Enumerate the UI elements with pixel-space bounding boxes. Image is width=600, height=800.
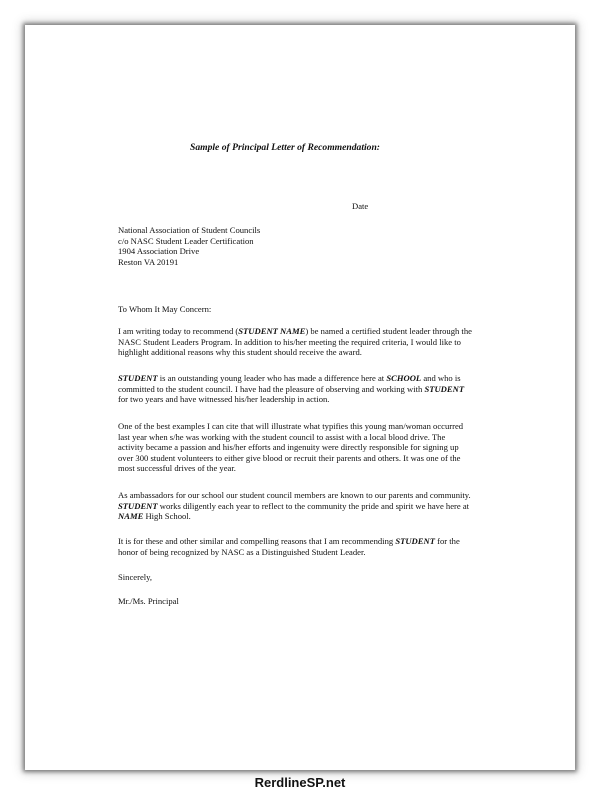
signature: Mr./Ms. Principal: [118, 596, 179, 606]
paragraph-1: [118, 326, 473, 358]
text-run: and who is committed to the student council. I have had the pleasure of observing and working with: [118, 373, 461, 394]
placeholder-student: STUDENT: [118, 500, 158, 511]
watermark: RerdlineSP.net: [254, 775, 346, 790]
placeholder-student-name: STUDENT NAME: [238, 326, 306, 336]
paragraph-5: [118, 536, 473, 557]
recipient-address: [118, 225, 473, 267]
text-run: for two years and have witnessed his/her leadership in action.: [118, 394, 330, 405]
paragraph-2: [118, 373, 473, 405]
text-run: I am writing today to recommend (: [118, 326, 239, 336]
text-run: works diligently each year to reflect to the community the pride and spirit we have here at: [157, 500, 470, 511]
text-run: As ambassadors for our school our student council members are known to our parents and community.: [118, 490, 471, 500]
salutation: To Whom It May Concern:: [118, 304, 212, 314]
placeholder-student: STUDENT: [424, 383, 465, 394]
placeholder-student: STUDENT: [118, 373, 158, 383]
text-run: ) be named a certified student leader through the NASC Student Leaders Program. In addition to his/her meeting the required criteria, I would like to highlight additional reasons why this student should receive the award.: [118, 326, 472, 358]
placeholder-name: NAME: [118, 511, 144, 522]
address-line: 1904 Association Drive: [118, 246, 200, 257]
placeholder-student: STUDENT: [395, 536, 435, 546]
text-run: is an outstanding young leader who has made a difference here at: [157, 373, 387, 383]
address-line: Reston VA 20191: [118, 256, 179, 267]
paragraph-4: [118, 490, 473, 522]
date-label: Date: [352, 201, 369, 211]
text-run: It is for these and other similar and compelling reasons that I am recommending: [118, 536, 396, 546]
text-run: for the honor of being recognized by NASC as a Distinguished Student Leader.: [118, 536, 460, 557]
address-line: National Association of Student Councils: [118, 225, 261, 235]
paragraph-3: One of the best examples I can cite that will illustrate what typifies this young man/woman occurred last year when s/he was working with the student council to assist with a local blood drive. The activity became a passion and his/her efforts and ingenuity were directly responsible for signing up over 300 student volunteers to either give blood or recruit their parents and others. It was one of the most successful drives of the year.: [118, 421, 464, 474]
text-run: High School.: [143, 511, 191, 522]
closing: Sincerely,: [118, 572, 153, 582]
placeholder-school: SCHOOL: [386, 373, 422, 383]
address-line: c/o NASC Student Leader Certification: [118, 235, 254, 246]
letter-title: Sample of Principal Letter of Recommendation:: [190, 142, 380, 153]
